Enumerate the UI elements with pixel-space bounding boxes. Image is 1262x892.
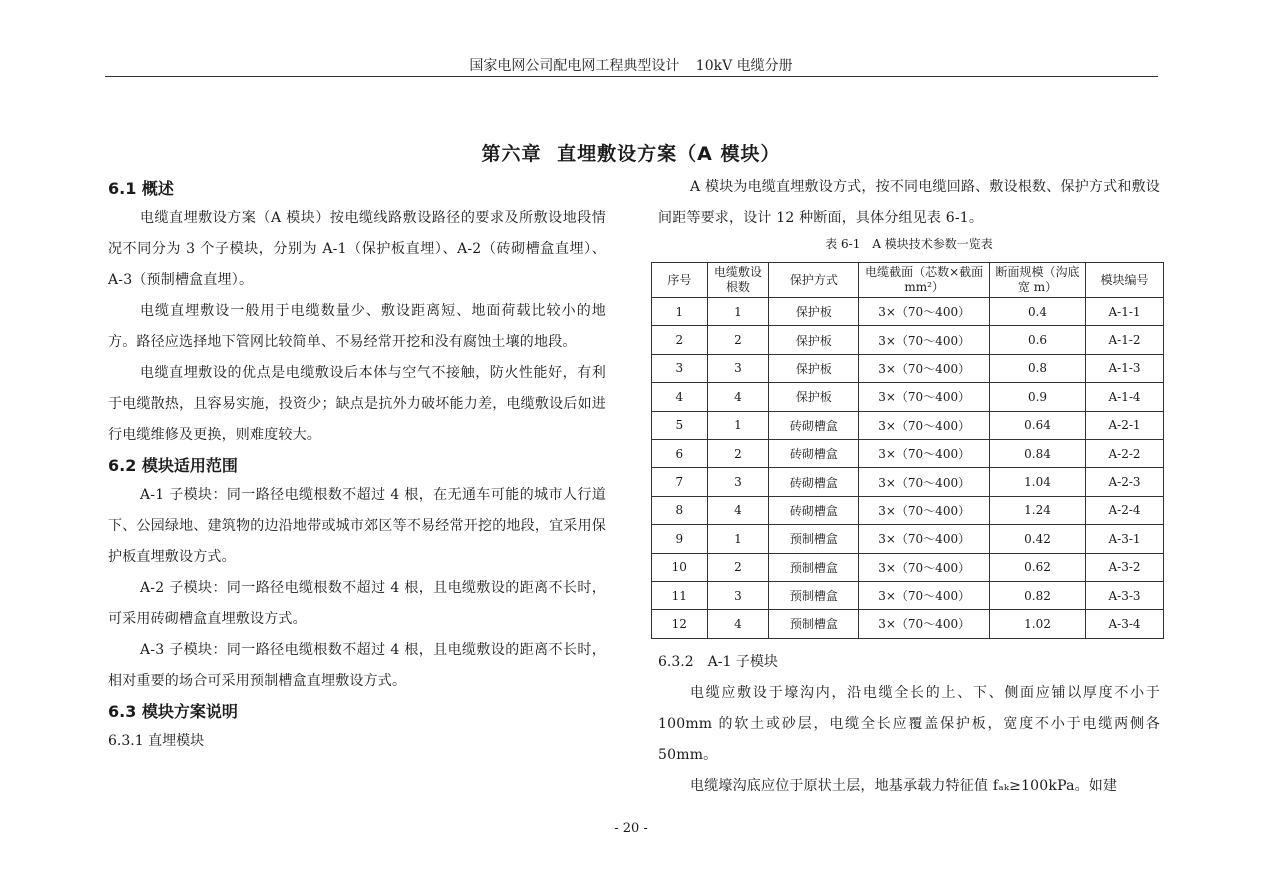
table-row [652,581,1164,609]
table-row [652,439,1164,467]
section-6-1-paragraph-1: 电缆直埋敷设方案（A 模块）按电缆线路敷设路径的要求及所敷设地段情况不同分为 3 个子模块，分别为 A-1（保护板直埋）、A-2（砖砌槽盒直埋）、A-3（预制槽盒直埋）。 [108,210,606,288]
table-cell: A-3-3 [1086,581,1164,609]
table-cell: 预制槽盒 [769,581,859,609]
table-caption: 表 6-1 A 模块技术参数一览表 [825,237,993,251]
section-6-1-paragraph-2: 电缆直埋敷设一般用于电缆数量少、敷设距离短、地面荷载比较小的地方。路径应选择地下管网比较简单、不易经常开挖和没有腐蚀土壤的地段。 [108,303,606,350]
table-row [652,468,1164,496]
table-cell: 9 [652,525,708,553]
section-6-3-2-paragraph-2: 电缆壕沟底应位于原状土层，地基承载力特征值 fₐₖ≥100kPa。如建 [690,777,1118,794]
table-cell: 砖砌槽盒 [769,439,859,467]
module-intro-paragraph: A 模块为电缆直埋敷设方式，按不同电缆回路、敷设根数、保护方式和敷设间距等要求，设计 12 种断面，具体分组见表 6-1。 [658,179,1160,226]
table-row [652,298,1164,326]
table-cell: 3 [707,581,769,609]
table-cell: 0.6 [989,326,1085,354]
table-cell: A-1-3 [1086,354,1164,382]
table-row [652,383,1164,411]
left-column [108,174,606,757]
section-6-1-paragraph-3: 电缆直埋敷设的优点是电缆敷设后本体与空气不接触，防火性能好，有利于电缆散热，且容易实施，投资少；缺点是抗外力破坏能力差，电缆敷设后如进行电缆维修及更换，则难度较大。 [108,365,606,443]
section-6-3-2-paragraph-1: 电缆应敷设于壕沟内，沿电缆全长的上、下、侧面应铺以厚度不小于 100mm 的软土或砂层，电缆全长应覆盖保护板，宽度不小于电缆两侧各 50mm。 [658,684,1160,763]
chapter-name: 直埋敷设方案（A 模块） [557,143,781,165]
running-header [0,55,1262,75]
table-cell: 3×（70～400） [859,610,990,638]
table-cell: 0.82 [989,581,1085,609]
table-row [652,326,1164,354]
table-cell: 11 [652,581,708,609]
table-cell: 0.9 [989,383,1085,411]
parameter-table [651,262,1164,639]
table-row [652,411,1164,439]
table-cell: A-2-2 [1086,439,1164,467]
table-cell: 10 [652,553,708,581]
section-6-2-paragraph-1: A-1 子模块：同一路径电缆根数不超过 4 根，在无通车可能的城市人行道下、公园绿地、建筑物的边沿地带或城市郊区等不易经常开挖的地段，宜采用保护板直埋敷设方式。 [108,487,606,565]
table-cell: A-1-4 [1086,383,1164,411]
table-cell: 3×（70～400） [859,581,990,609]
table-cell: A-2-3 [1086,468,1164,496]
table-cell: A-1-2 [1086,326,1164,354]
section-6-2-paragraph-2: A-2 子模块：同一路径电缆根数不超过 4 根，且电缆敷设的距离不长时，可采用砖砌槽盒直埋敷设方式。 [108,580,606,627]
table-cell: 7 [652,468,708,496]
table-header-cell: 序号 [652,263,708,298]
table-cell: 12 [652,610,708,638]
table-cell: 保护板 [769,298,859,326]
header-title: 国家电网公司配电网工程典型设计 [469,58,680,74]
table-row [652,496,1164,524]
table-cell: 保护板 [769,383,859,411]
table-cell: 0.42 [989,525,1085,553]
table-cell: 0.84 [989,439,1085,467]
table-cell: 3 [652,354,708,382]
table-cell: 1.24 [989,496,1085,524]
table-cell: 3 [707,468,769,496]
table-cell: 砖砌槽盒 [769,468,859,496]
table-cell: 砖砌槽盒 [769,411,859,439]
table-cell: A-2-4 [1086,496,1164,524]
table-cell: 4 [707,383,769,411]
table-cell: A-3-1 [1086,525,1164,553]
table-cell: 0.4 [989,298,1085,326]
section-6-3-heading: 6.3 模块方案说明 [108,702,238,721]
table-cell: 3×（70～400） [859,525,990,553]
table-row [652,553,1164,581]
table-cell: 6 [652,439,708,467]
table-cell: 1 [652,298,708,326]
table-cell: 3×（70～400） [859,468,990,496]
table-cell: 3×（70～400） [859,354,990,382]
table-cell: A-1-1 [1086,298,1164,326]
table-header-row [652,263,1164,298]
table-cell: 8 [652,496,708,524]
table-cell: 2 [652,326,708,354]
table-cell: 预制槽盒 [769,610,859,638]
chapter-number: 第六章 [481,143,542,165]
right-column [658,172,1160,802]
table-row [652,525,1164,553]
table-cell: 0.64 [989,411,1085,439]
table-cell: 3 [707,354,769,382]
table-header-cell: 模块编号 [1086,263,1164,298]
table-header-cell: 电缆截面（芯数×截面 mm²） [859,263,990,298]
table-cell: 4 [652,383,708,411]
table-cell: 2 [707,553,769,581]
section-6-2-heading: 6.2 模块适用范围 [108,456,238,475]
table-header-cell: 断面规模（沟底宽 m） [989,263,1085,298]
table-row [652,354,1164,382]
table-cell: 1.02 [989,610,1085,638]
table-cell: 3×（70～400） [859,298,990,326]
table-header-cell: 保护方式 [769,263,859,298]
section-6-2-paragraph-3: A-3 子模块：同一路径电缆根数不超过 4 根，且电缆敷设的距离不长时，相对重要的场合可采用预制槽盒直埋敷设方式。 [108,642,606,689]
table-cell: A-3-2 [1086,553,1164,581]
table-row [652,610,1164,638]
table-cell: 1 [707,298,769,326]
table-cell: A-2-1 [1086,411,1164,439]
table-cell: 1 [707,411,769,439]
table-cell: 3×（70～400） [859,553,990,581]
table-cell: 3×（70～400） [859,411,990,439]
section-6-1-heading: 6.1 概述 [108,179,174,198]
header-volume: 10kV 电缆分册 [695,58,793,74]
table-cell: 1.04 [989,468,1085,496]
page-number: - 20 - [614,821,648,836]
table-cell: 5 [652,411,708,439]
table-cell: 2 [707,439,769,467]
section-6-3-1-heading: 6.3.1 直埋模块 [108,733,205,749]
table-cell: 4 [707,610,769,638]
table-cell: 保护板 [769,326,859,354]
table-cell: 3×（70～400） [859,439,990,467]
section-6-3-2-heading: 6.3.2 A-1 子模块 [658,653,778,670]
table-header-cell: 电缆敷设根数 [707,263,769,298]
table-cell: 3×（70～400） [859,496,990,524]
table-cell: 砖砌槽盒 [769,496,859,524]
table-cell: 0.62 [989,553,1085,581]
table-cell: 预制槽盒 [769,525,859,553]
table-cell: 3×（70～400） [859,383,990,411]
table-cell: 保护板 [769,354,859,382]
table-cell: A-3-4 [1086,610,1164,638]
header-divider [105,76,1158,77]
chapter-title [0,139,1262,166]
table-cell: 3×（70～400） [859,326,990,354]
table-cell: 2 [707,326,769,354]
table-cell: 4 [707,496,769,524]
table-cell: 预制槽盒 [769,553,859,581]
table-cell: 0.8 [989,354,1085,382]
table-cell: 1 [707,525,769,553]
